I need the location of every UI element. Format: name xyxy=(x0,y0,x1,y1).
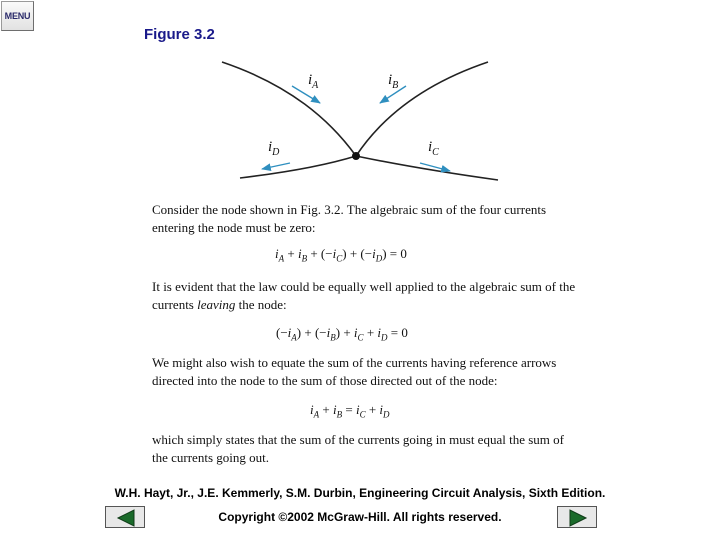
node-diagram xyxy=(0,0,720,200)
equation-3: $i_A + i_B = i_C + i_D$ xyxy=(310,402,390,420)
next-button[interactable] xyxy=(557,506,597,528)
paragraph-4: which simply states that the sum of the currents going in must equal the sum of the currents going out. xyxy=(152,432,564,465)
credit-line: W.H. Hayt, Jr., J.E. Kemmerly, S.M. Durbin, Engineering Circuit Analysis, Sixth Edition. xyxy=(114,486,606,500)
label-ic: $i_C$ xyxy=(428,139,439,158)
previous-button[interactable] xyxy=(105,506,145,528)
copyright-line: Copyright ©2002 McGraw-Hill. All rights reserved. xyxy=(218,510,502,524)
left-arrow-icon xyxy=(106,507,146,529)
equation-2: $(-i_A) + (-i_B) + i_C + i_D = 0$ xyxy=(276,325,408,343)
wire-d xyxy=(240,156,356,178)
paragraph-3: We might also wish to equate the sum of the currents having reference arrows directed into the node to the sum of those directed out of the node: xyxy=(152,355,557,388)
paragraph-1: Consider the node shown in Fig. 3.2. The algebraic sum of the four currents entering the node must be zero: xyxy=(152,202,547,235)
label-ib: $i_B$ xyxy=(388,72,399,91)
arrow-id xyxy=(262,163,290,169)
paragraph-2: It is evident that the law could be equally well applied to the algebraic sum of the currents leaving the node: xyxy=(152,279,576,312)
wire-b xyxy=(356,62,488,156)
node-dot xyxy=(352,152,360,160)
wire-c xyxy=(356,156,498,180)
wire-a xyxy=(222,62,356,156)
label-ia: $i_A$ xyxy=(308,72,319,91)
figure-title: Figure 3.2 xyxy=(144,26,215,43)
menu-button[interactable]: MENU xyxy=(1,1,34,31)
right-arrow-icon xyxy=(558,507,598,529)
equation-1: $i_A + i_B + (-i_C) + (-i_D) = 0$ xyxy=(275,246,407,264)
label-id: $i_D$ xyxy=(268,139,280,158)
